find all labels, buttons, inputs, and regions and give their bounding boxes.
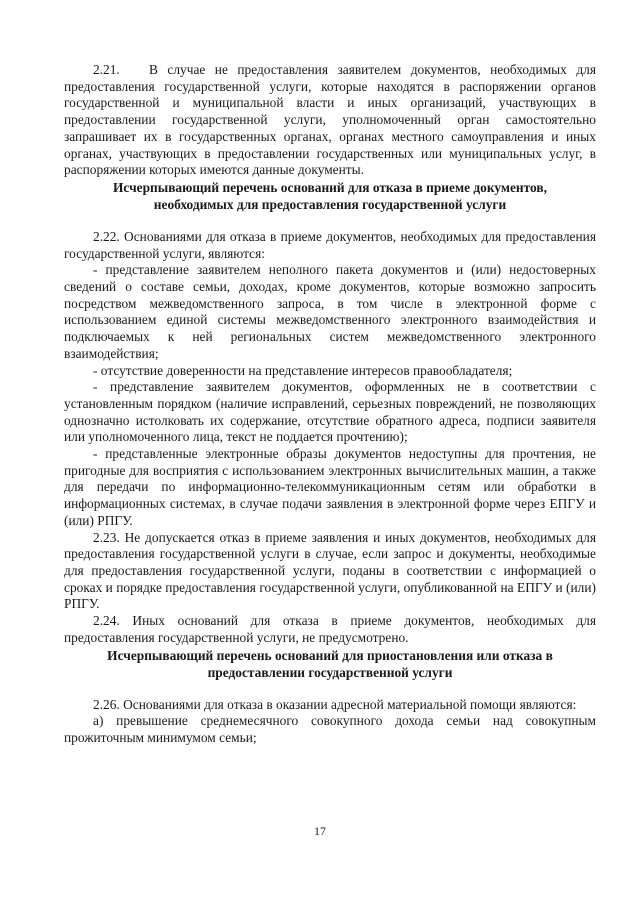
list-item-a: а) превышение среднемесячного совокупного дохода семьи над совокупным прожиточным минимумом семьи; bbox=[64, 713, 596, 745]
bullet-improper-documents: - представление заявителем документов, оформленных не в соответствии с установленным порядком (наличие исправлений, серьезных повреждений, не позволяющих однозначно истолковать их содержание, отсутствие обратного адреса, подписи заявителя или уполномоченного лица, текст не поддается прочтению); bbox=[64, 379, 596, 445]
paragraph-2-22: 2.22. Основаниями для отказа в приеме документов, необходимых для предоставления государственной услуги, являются: bbox=[64, 228, 596, 261]
page-number: 17 bbox=[314, 824, 326, 838]
section-heading-refusal-documents: Исчерпывающий перечень оснований для отказа в приеме документов, необходимых для предоставления государственной услуги bbox=[113, 179, 547, 212]
paragraph-2-24: 2.24. Иных оснований для отказа в приеме документов, необходимых для предоставления государственной услуги, не предусмотрено. bbox=[64, 613, 596, 645]
paragraph-2-26: 2.26. Основаниями для отказа в оказании адресной материальной помощи являются: bbox=[93, 696, 577, 712]
section-heading-suspension-refusal: Исчерпывающий перечень оснований для приостановления или отказа в предоставлении государственной услуги bbox=[107, 647, 553, 680]
paragraph-2-21 bbox=[64, 62, 596, 179]
paragraph-number: 2.21. bbox=[93, 62, 120, 77]
bullet-unreadable-electronic: - представленные электронные образы документов недоступны для прочтения, не пригодные для восприятия с использованием электронных вычислительных машин, а также для передачи по информационно-телекоммуникационным сетям или обработки в информационных системах, в случае подачи заявления в электронной форме через ЕПГУ и (или) РПГУ. bbox=[64, 446, 596, 528]
document-page bbox=[64, 62, 596, 747]
paragraph-text: В случае не предоставления заявителем документов, необходимых для предоставления государственной услуги, которые находятся в распоряжении органов государственной и муниципальной власти и иных организаций, участвующих в предоставлении государственной услуги, уполномоченный орган самостоятельно запрашивает их в государственных органах, органах местного самоуправления и иных органах, участвующих в предоставлении государственных или муниципальных услуг, в распоряжении которых имеются данные документы. bbox=[64, 62, 596, 178]
bullet-no-power-of-attorney: - отсутствие доверенности на представление интересов правообладателя; bbox=[93, 362, 513, 378]
paragraph-2-23: 2.23. Не допускается отказ в приеме заявления и иных документов, необходимых для предоставления государственной услуги в случае, если запрос и документы, необходимые для предоставления государственной услуги, поданы в соответствии с информацией о сроках и порядке предоставления государственной услуги, опубликованной на ЕПГУ и (или) РПГУ. bbox=[64, 529, 596, 612]
bullet-incomplete-package: - представление заявителем неполного пакета документов и (или) недостоверных сведений о составе семьи, доходах, кроме документов, которые возможно запросить посредством межведомственного запроса, в том числе в электронной форме с использованием единой системы межведомственного электронного взаимодействия и подключаемых к ней региональных систем межведомственного электронного взаимодействия; bbox=[64, 262, 596, 361]
